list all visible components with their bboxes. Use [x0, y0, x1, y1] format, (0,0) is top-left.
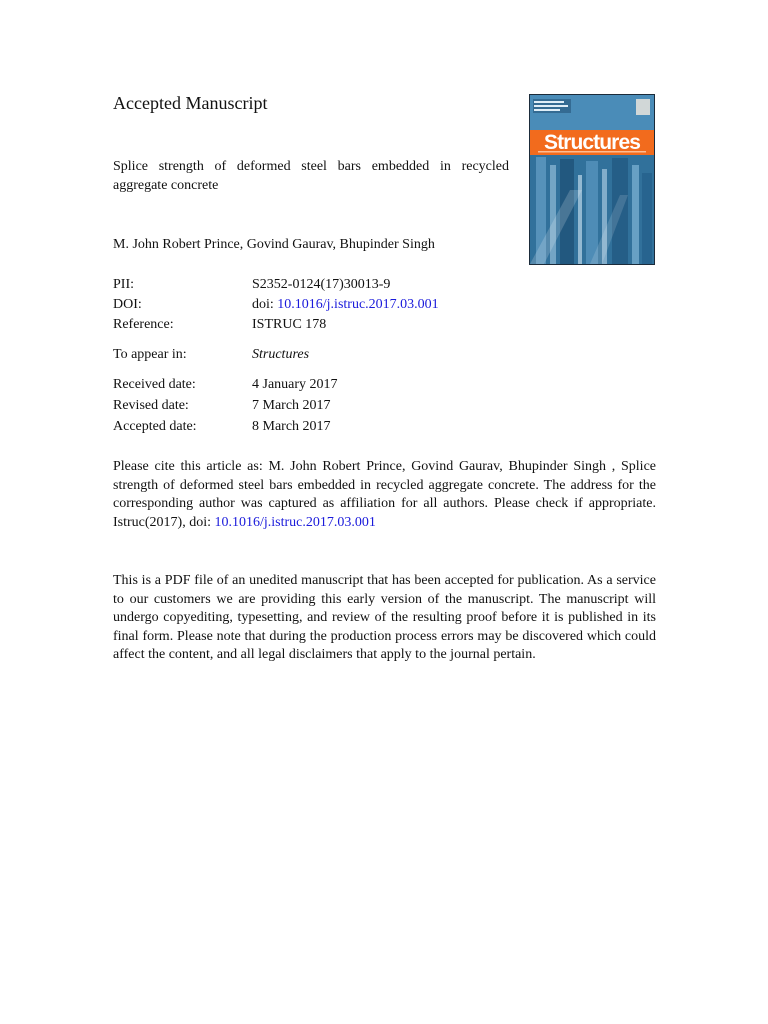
doi-prefix: doi: — [252, 297, 274, 312]
article-authors: M. John Robert Prince, Govind Gaurav, Bhupinder Singh — [113, 237, 435, 252]
appear-in-label: To appear in: — [113, 347, 187, 362]
journal-name: Structures — [252, 347, 310, 362]
page-heading: Accepted Manuscript — [113, 93, 268, 113]
reference-value: ISTRUC 178 — [252, 317, 327, 332]
reference-label: Reference: — [113, 317, 174, 332]
accepted-date-value: 8 March 2017 — [252, 419, 331, 434]
article-title: Splice strength of deformed steel bars embedded in recycled aggregate concrete — [113, 159, 509, 193]
received-date-label: Received date: — [113, 377, 196, 392]
disclaimer-paragraph: This is a PDF file of an unedited manuscript that has been accepted for publication. As a service to our customers we are providing this early version of the manuscript. The manuscript will undergo copyediting, typesetting, and review of the resulting proof before it is published in its final form. Please note that during the production process errors may be discovered which could affect the content, and all legal disclaimers that apply to the journal pertain. — [113, 573, 656, 663]
doi-label: DOI: — [113, 297, 142, 312]
citation-doi-link[interactable]: 10.1016/j.istruc.2017.03.001 — [214, 514, 376, 530]
pii-value: S2352-0124(17)30013-9 — [252, 277, 391, 292]
journal-cover-image — [529, 94, 655, 265]
citation-text: Please cite this article as: M. John Robert Prince, Govind Gaurav, Bhupinder Singh , Splice strength of deformed steel bars embedded in recycled aggregate concrete. The address for the corresponding author was captured as affiliation for all authors. Please check if appropriate. Istruc(2017), doi: — [113, 459, 656, 530]
cover-artwork — [530, 95, 654, 264]
pii-label: PII: — [113, 277, 134, 292]
received-date-value: 4 January 2017 — [252, 377, 338, 392]
doi-link[interactable]: 10.1016/j.istruc.2017.03.001 — [277, 297, 439, 312]
doi-value — [252, 296, 439, 314]
citation-paragraph — [113, 458, 656, 532]
accepted-date-label: Accepted date: — [113, 419, 197, 434]
revised-date-value: 7 March 2017 — [252, 398, 331, 413]
cover-journal-title: Structures — [543, 131, 641, 154]
revised-date-label: Revised date: — [113, 398, 189, 413]
